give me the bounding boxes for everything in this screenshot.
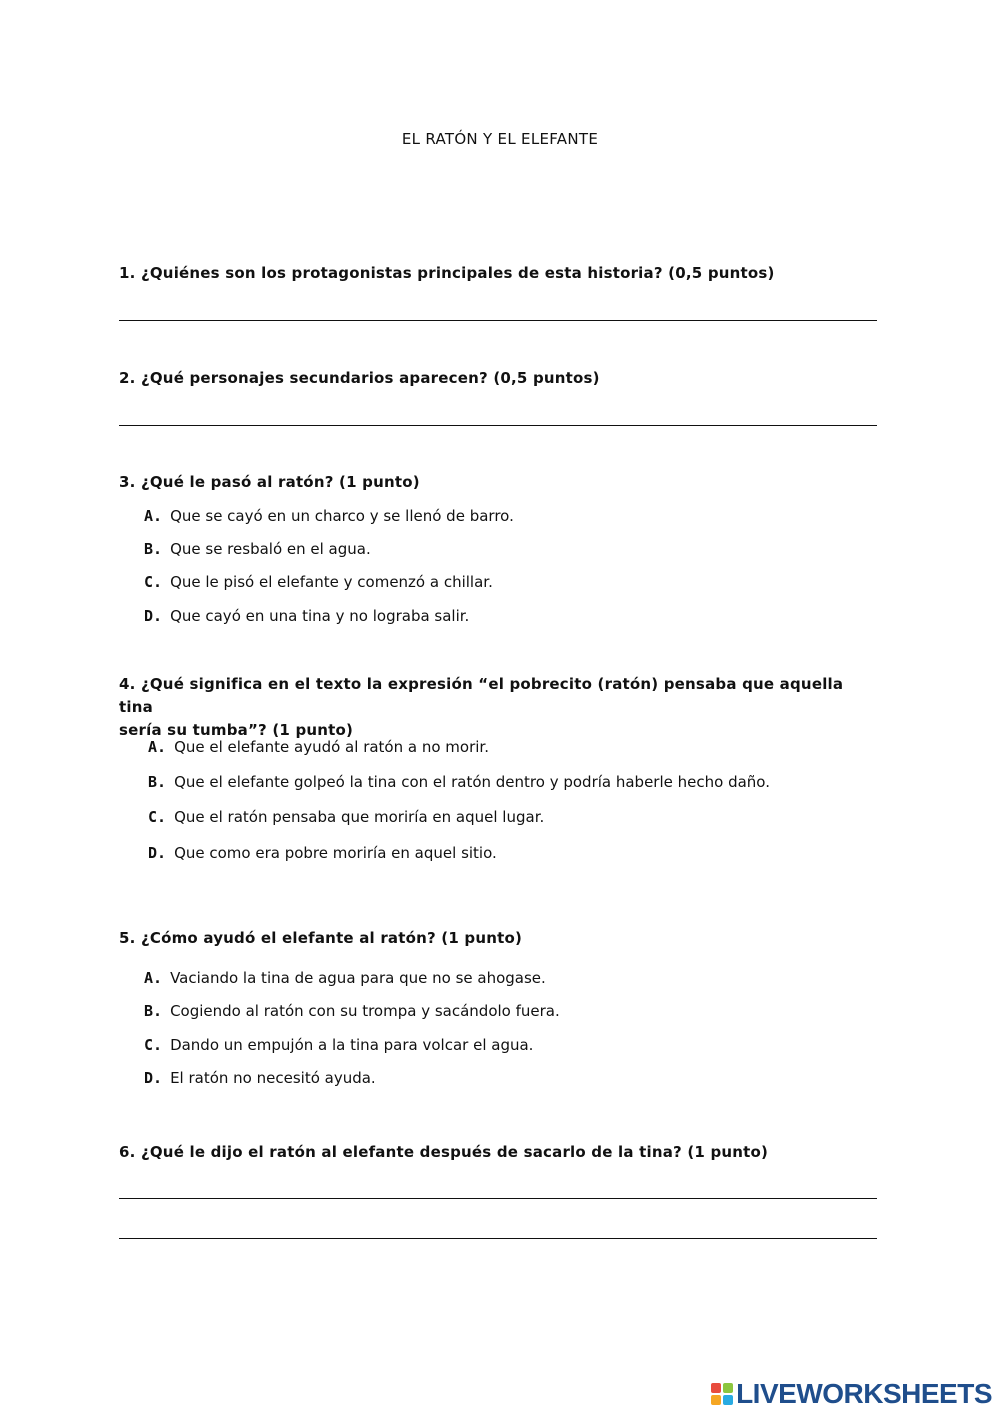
q4-option-d[interactable]: D. Que como era pobre moriría en aquel sitio. [148,844,497,862]
q3-option-a[interactable]: A. Que se cayó en un charco y se llenó de barro. [144,507,514,525]
q4-option-b[interactable]: B. Que el elefante golpeó la tina con el ratón dentro y podría haberle hecho daño. [148,773,770,791]
answer-line-q1[interactable] [119,320,877,321]
answer-line-q2[interactable] [119,425,877,426]
q4-option-a[interactable]: A. Que el elefante ayudó al ratón a no morir. [148,738,489,756]
question-4 [119,673,879,742]
worksheet-title: EL RATÓN Y EL ELEFANTE [401,130,599,148]
question-2: 2. ¿Qué personajes secundarios aparecen? (0,5 puntos) [119,369,600,387]
q5-option-a[interactable]: A. Vaciando la tina de agua para que no se ahogase. [144,969,546,987]
question-6: 6. ¿Qué le dijo el ratón al elefante después de sacarlo de la tina? (1 punto) [119,1143,769,1161]
question-1: 1. ¿Quiénes son los protagonistas principales de esta historia? (0,5 puntos) [119,264,775,282]
question-4-line-1: 4. ¿Qué significa en el texto la expresión “el pobrecito (ratón) pensaba que aquella tina [119,675,844,716]
question-3: 3. ¿Qué le pasó al ratón? (1 punto) [119,473,420,491]
q3-option-b[interactable]: B. Que se resbaló en el agua. [144,540,371,558]
q3-option-d[interactable]: D. Que cayó en una tina y no lograba salir. [144,607,470,625]
answer-line-q6-2[interactable] [119,1238,877,1239]
answer-line-q6-1[interactable] [119,1198,877,1199]
q5-option-c[interactable]: C. Dando un empujón a la tina para volcar el agua. [144,1036,534,1054]
q3-option-c[interactable]: C. Que le pisó el elefante y comenzó a chillar. [144,573,493,591]
liveworksheets-brand-text: LIVEWORKSHEETS [736,1378,992,1409]
q5-option-d[interactable]: D. El ratón no necesitó ayuda. [144,1069,376,1087]
liveworksheets-logo [711,1378,992,1410]
liveworksheets-logo-icon [711,1383,733,1405]
q4-option-c[interactable]: C. Que el ratón pensaba que moriría en aquel lugar. [148,808,545,826]
question-4-line-2: sería su tumba”? (1 punto) [119,721,354,739]
q5-option-b[interactable]: B. Cogiendo al ratón con su trompa y sacándolo fuera. [144,1002,560,1020]
question-5: 5. ¿Cómo ayudó el elefante al ratón? (1 punto) [119,929,523,947]
